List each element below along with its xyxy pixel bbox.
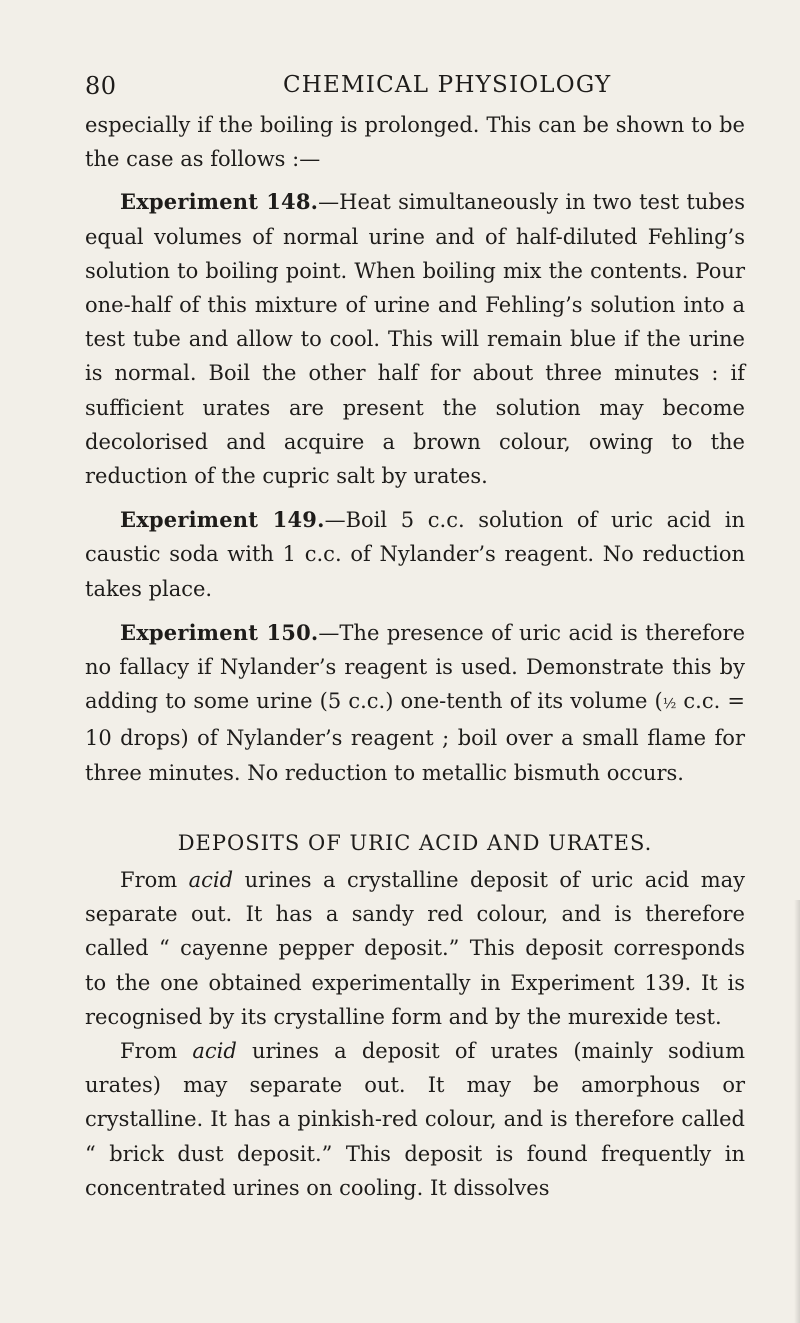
- experiment-150-fraction: ½: [662, 696, 677, 713]
- deposits-para2-prefix: From: [120, 1039, 193, 1064]
- experiment-150-text-a: —The presence of uric acid is therefore no fallacy if Nylander’s reagent is used. Demonstrate this by adding to some urine (5 c.c.) one-tenth of its volume (: [85, 620, 746, 714]
- deposits-para1-prefix: From: [120, 868, 189, 893]
- deposits-paragraph-1: [85, 863, 745, 1034]
- experiment-150-text-b: c.c. = 10 drops) of Nylander’s reagent ; boil over a small flame for three minutes. No reduction to metallic bismuth occurs.: [85, 689, 745, 785]
- experiment-149-label: Experiment 149.: [120, 507, 325, 533]
- deposits-paragraph-2: [85, 1034, 745, 1205]
- experiment-148-paragraph: [85, 185, 745, 493]
- experiment-150-label: Experiment 150.: [120, 619, 319, 645]
- experiment-150-paragraph: [85, 616, 745, 790]
- experiment-148-text: —Heat simultaneously in two test tubes equal volumes of normal urine and of half-diluted Fehling’s solution to boiling point. When boiling mix the contents. Pour one-half of this mixture of urine and Fehling’s solution into a test tube and allow to cool. This will remain blue if the urine is normal. Boil the other half for about three minutes : if sufficient urates are present the solution may become decolorised and acquire a brown colour, owing to the reduction of the cupric salt by urates.: [85, 190, 745, 489]
- deposits-para1-text: urines a crystalline deposit of uric acid may separate out. It has a sandy red colour, and is therefore called “ cayenne pepper deposit.” This deposit corresponds to the one obtained experimentally in Experiment 139. It is recognised by its crystalline form and by the murexide test.: [85, 868, 745, 1029]
- continuation-paragraph: [85, 108, 745, 176]
- deposits-para2-emphasis: acid: [192, 1039, 237, 1064]
- page-number: 80: [85, 72, 117, 100]
- experiment-148-label: Experiment 148.: [120, 189, 319, 215]
- experiment-149-text: —Boil 5 c.c. solution of uric acid in caustic soda with 1 c.c. of Nylander’s reagent. No reduction takes place.: [85, 508, 745, 601]
- body-text: [85, 108, 745, 1205]
- deposits-para2-text: urines a deposit of urates (mainly sodium urates) may separate out. It may be amorphous or crystalline. It has a pinkish-red colour, and is therefore called “ brick dust deposit.” This deposit is found frequently in concentrated urines on cooling. It dissolves: [85, 1039, 745, 1200]
- page-header: [85, 72, 735, 112]
- section-heading: DEPOSITS OF URIC ACID AND URATES.: [177, 830, 653, 855]
- deposits-para1-emphasis: acid: [188, 868, 234, 893]
- page-edge-shadow: [794, 900, 800, 1323]
- experiment-149-paragraph: [85, 503, 745, 606]
- running-head: CHEMICAL PHYSIOLOGY: [283, 72, 612, 98]
- continuation-text: especially if the boiling is prolonged. This can be shown to be the case as follows :—: [85, 113, 745, 172]
